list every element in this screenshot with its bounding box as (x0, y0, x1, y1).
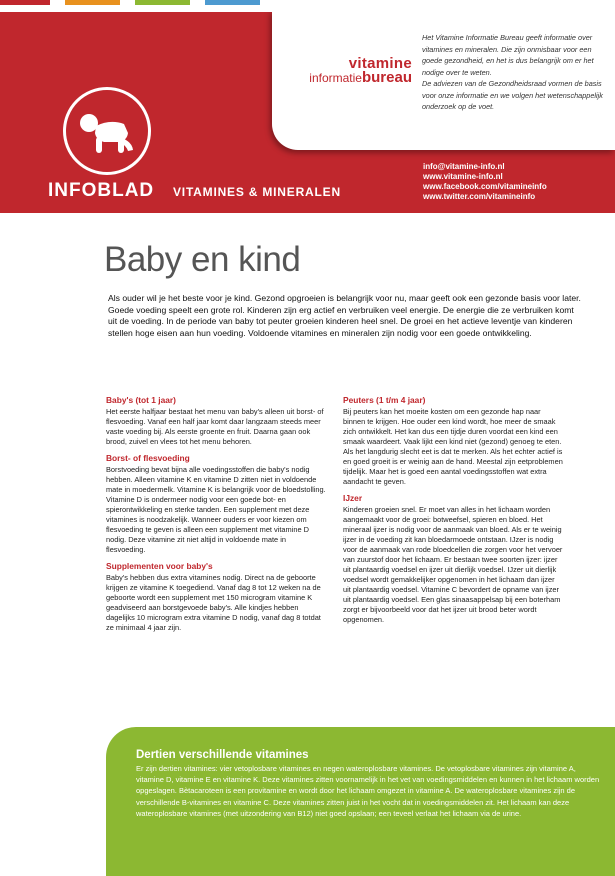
vitamins-box-heading: Dertien verschillende vitamines (136, 749, 309, 761)
logo-line2a: informatie (309, 71, 362, 85)
section-heading-supplementen: Supplementen voor baby's (106, 561, 213, 571)
section-heading-ijzer: IJzer (343, 493, 363, 503)
contact-twitter[interactable]: www.twitter.com/vitamineinfo (423, 192, 536, 201)
intro-paragraph: Als ouder wil je het beste voor je kind. Gezond opgroeien is belangrijk voor nu, maar geeft ook een gezonde basis voor later. Goede voeding speelt een grote rol. Kinderen zijn erg actief en verbruiken veel energie. De energie die ze verbruiken komt uit de voeding. In de periode van baby tot peuter groeien kinderen heel snel. De groei en het actieve leventje van kinderen stellen hoge eisen aan hun voeding. Voldoende vitamines en mineralen zijn nodig voor een goede ontwikkeling. (108, 293, 581, 338)
about-text (422, 32, 607, 113)
left-column (106, 395, 326, 639)
contact-facebook[interactable]: www.facebook.com/vitamineinfo (423, 182, 547, 191)
vitamine-informatie-bureau-logo (302, 56, 412, 85)
stripe-1 (0, 0, 50, 5)
logo-line1: vitamine (348, 55, 412, 72)
infoblad-label: INFOBLAD (48, 180, 155, 201)
header-band (0, 0, 615, 213)
section-heading-babys: Baby's (tot 1 jaar) (106, 395, 176, 405)
stripe-3 (135, 0, 190, 5)
section-heading-borstvoeding: Borst- of flesvoeding (106, 453, 190, 463)
section-text-borstvoeding: Borstvoeding bevat bijna alle voedingsstoffen die baby's nodig hebben. Alleen vitamine K en vitamine D zitten niet in voldoende mate in moedermelk. Vitamine K is belangrijk voor de bloedstolling. Vitamine D is ondermeer nodig voor een goede bot- en spierontwikkeling en sterke tanden. Een supplement met deze vitamines is noodzakelijk. Wanneer ouders er voor kiezen om flesvoeding te geven is alleen een supplement met vitamine D nodig. Deze vitamine zit niet altijd in voldoende mate in flesvoeding. (106, 465, 326, 554)
baby-crawling-icon (63, 87, 151, 175)
color-stripes (0, 0, 615, 12)
contact-list (423, 162, 547, 202)
vitamins-box (106, 727, 615, 876)
section-text-ijzer: Kinderen groeien snel. Er moet van alles in het lichaam worden aangemaakt voor de groei: botweefsel, spieren en bloed. Het mineraal ijzer is nodig voor de aanmaak van bloed. Als er te weinig ijzer in de voeding zit kan bloedarmoede ontstaan. IJzer is nodig voor de aanmaak van rode bloedcellen die zorgen voor het vervoer van zuurstof door het lichaam. Er bestaan twee soorten ijzer: ijzer uit plantaardig voedsel en ijzer uit dierlijk voedsel. IJzer uit dierlijk voedsel wordt gemakkelijker opgenomen in het lichaam dan ijzer uit plantaardig voedsel. Vitamine C bevordert de opname van ijzer uit plantaardig voedsel. Een glas sinaasappelsap bij een boterham zorgt er bijvoorbeeld voor dat het ijzer uit brood beter wordt opgenomen. (343, 505, 563, 624)
section-text-babys: Het eerste halfjaar bestaat het menu van baby's alleen uit borst- of flesvoeding. Vanaf een half jaar komt daar langzaam steeds meer vaste voeding bij. Als eerste groente en fruit. Daarna gaan ook brood, zuivel en vlees tot het menu behoren. (106, 407, 324, 446)
about-paragraph-1: Het Vitamine Informatie Bureau geeft informatie over vitamines en mineralen. Die zijn onmisbaar voor een goede gezondheid, en het is dus belangrijk om er het nodige over te weten. (422, 33, 594, 77)
logo-line2 (302, 71, 412, 85)
stripe-4 (205, 0, 260, 5)
stripe-2 (65, 0, 120, 5)
contact-email[interactable]: info@vitamine-info.nl (423, 162, 505, 171)
page-title: Baby en kind (104, 240, 301, 279)
section-text-peuters: Bij peuters kan het moeite kosten om een gezonde hap naar binnen te krijgen. Hoe ouder een kind wordt, hoe meer de smaak zich ontwikkelt. Het kan dus een tijdje duren voordat een kind een smaak waardeert. Vaak lijkt een kind niet (gezond) genoeg te eten. Als het langdurig slecht eet is dat te merken. Als het echter actief is en goed groeit is er weinig aan de hand. Meestal zijn eetproblemen tijdelijk. Maar het is goed een aantal voedingsstoffen wat extra aandacht te geven. (343, 407, 563, 486)
vitamins-box-text: Er zijn dertien vitamines: vier vetoplosbare vitamines en negen wateroplosbare vitamines. De vetoplosbare vitamines zijn vitamine A, vitamine D, vitamine E en vitamine K. Deze vitamines zitten voornamelijk in het vet van voedingsmiddelen en kunnen in het lichaam worden opgeslagen. Bètacaroteen is een provitamine en wordt door het lichaam omgezet in vitamine A. De wateroplosbare vitamines zijn de verschillende B-vitamines en vitamine C. Deze vitamines zitten juist in het vocht dat in voedingsmiddelen zit. Het lichaam kan deze wateroplosbare vitamines (met uitzondering van B12) niet goed opslaan; een teveel verlaat het lichaam via de urine. (136, 764, 600, 818)
section-text-supplementen: Baby's hebben dus extra vitamines nodig. Direct na de geboorte krijgen ze vitamine K toegediend. Vanaf dag 8 tot 12 weken na de geboorte wordt een supplement met 150 microgram vitamine K geadviseerd aan borstgevoede baby's. Alle kindjes hebben dagelijks 10 microgram extra vitamine D nodig, vanaf dag 8 totdat ze minimaal 4 jaar zijn. (106, 573, 321, 632)
baby-icon-graphic (66, 90, 148, 172)
header-subtitle: VITAMINES & MINERALEN (173, 185, 341, 199)
about-paragraph-2: De adviezen van de Gezondheidsraad vormen de basis voor onze informatie en we volgen het wetenschappelijk onderzoek op de voet. (422, 79, 603, 111)
intro-text (108, 293, 583, 339)
logo-line2b: bureau (361, 69, 412, 86)
info-card (272, 10, 615, 150)
right-column (343, 395, 563, 631)
contact-website[interactable]: www.vitamine-info.nl (423, 172, 503, 181)
section-heading-peuters: Peuters (1 t/m 4 jaar) (343, 395, 426, 405)
